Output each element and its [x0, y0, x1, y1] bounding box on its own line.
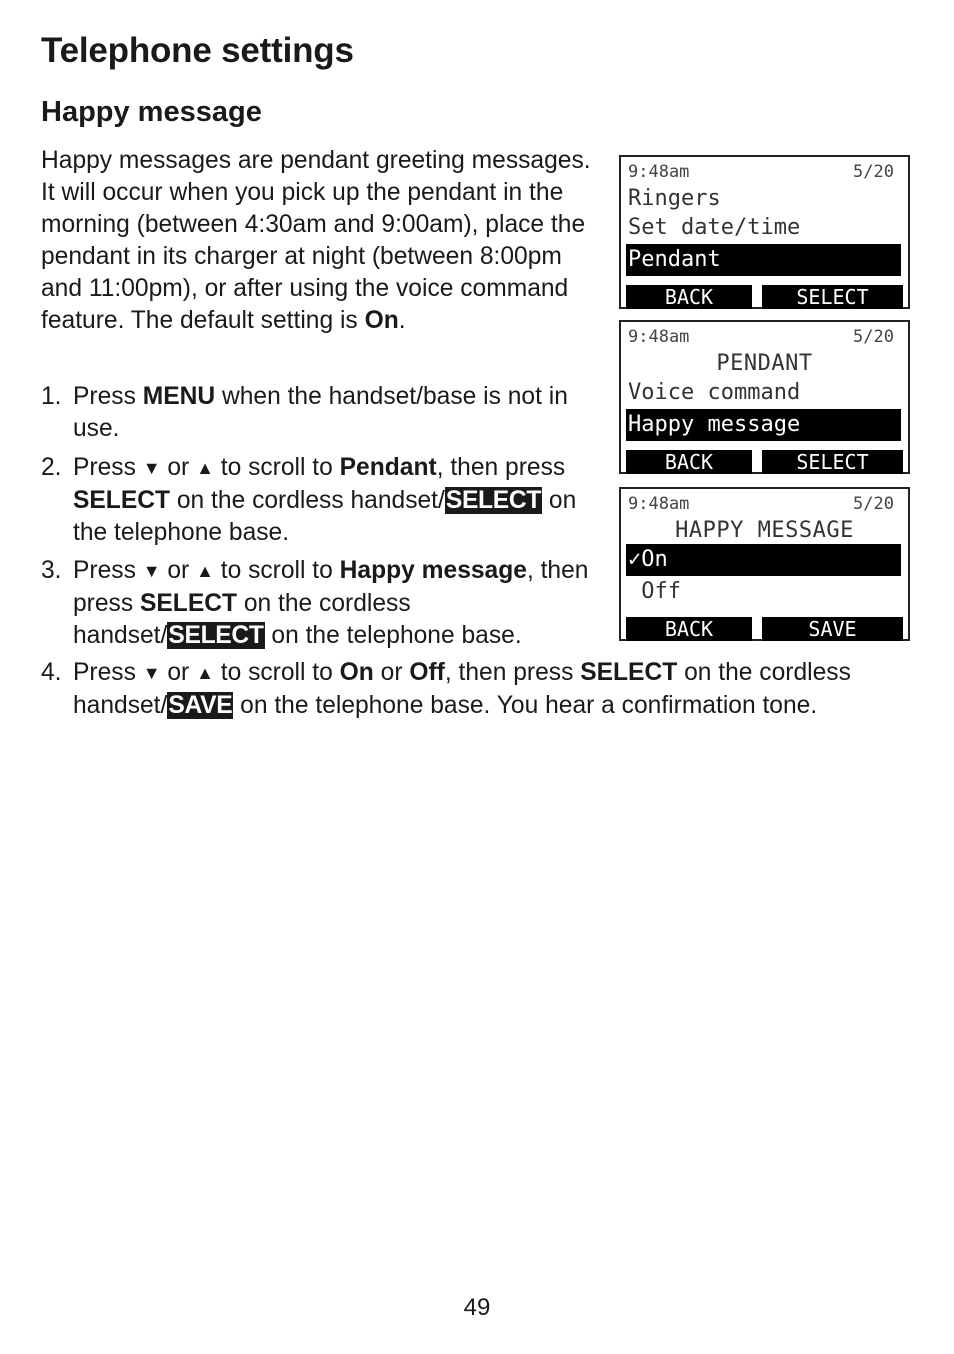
screen-date: 5/20 — [853, 327, 894, 347]
screen-back-softkey: BACK — [626, 617, 752, 641]
option-on: On — [339, 659, 374, 686]
step-text: Press — [73, 383, 143, 410]
screen-back-softkey: BACK — [626, 285, 752, 309]
step-body — [73, 657, 921, 722]
step-text: on the cordless handset/ — [170, 487, 445, 514]
intro-text: Happy messages are pendant greeting messages. It will occur when you pick up the pendant in the morning (between 4:30am and 9:00am), place the pendant in its charger at night (between 8:00pm and 11:00pm), or after using the voice command feature. The default setting is — [41, 147, 591, 334]
screen-menu-title: HAPPY MESSAGE — [675, 518, 854, 543]
screen-option: Off — [628, 579, 681, 604]
lcd-screen-pendant-menu — [619, 155, 910, 309]
screen-date: 5/20 — [853, 494, 894, 514]
screen-menu-item-highlighted: Happy message — [626, 409, 901, 441]
step-text: to scroll to — [213, 659, 340, 686]
down-arrow-icon: ▼ — [142, 663, 161, 683]
screen-menu-item: Set date/time — [628, 215, 801, 240]
screen-time: 9:48am — [628, 494, 690, 514]
screen-menu-item-highlighted: Pendant — [626, 244, 901, 276]
step-3 — [41, 555, 601, 652]
section-title: Happy message — [41, 96, 262, 128]
step-text: on the telephone base. — [264, 622, 522, 649]
step-text: Press — [73, 557, 143, 584]
step-text: when the handset/base is not in use. — [73, 383, 568, 442]
screen-date: 5/20 — [853, 162, 894, 182]
menu-key: MENU — [142, 383, 216, 410]
screen-save-softkey: SAVE — [762, 617, 903, 641]
step-text: Press — [73, 454, 143, 481]
lcd-screen-happy-message-menu — [619, 320, 910, 474]
step-text: Press — [73, 659, 143, 686]
screen-status-bar — [628, 494, 894, 514]
screen-status-bar — [628, 162, 894, 182]
screen-select-softkey: SELECT — [762, 450, 903, 474]
step-text: , then press — [444, 659, 581, 686]
step-text: on the cordless handset/ — [73, 590, 411, 649]
step-text: on the telephone base. You hear a confirmation tone. — [233, 692, 818, 719]
step-text: , then press — [73, 557, 589, 617]
step-number: 3. — [41, 557, 62, 584]
down-arrow-icon: ▼ — [142, 458, 161, 478]
up-arrow-icon: ▲ — [196, 663, 214, 683]
base-save-key: SAVE — [168, 692, 233, 719]
step-text: on the cordless handset/ — [73, 659, 851, 719]
up-arrow-icon: ▲ — [196, 458, 214, 478]
page-title: Telephone settings — [41, 31, 354, 70]
intro-end: . — [398, 307, 406, 334]
select-key: SELECT — [139, 590, 238, 617]
down-arrow-icon: ▼ — [142, 561, 161, 581]
step-number: 2. — [41, 454, 62, 481]
step-text: or — [160, 454, 197, 481]
screen-menu-item: Voice command — [628, 380, 801, 405]
select-key: SELECT — [73, 487, 171, 514]
screen-menu-item: Ringers — [628, 186, 721, 211]
step-body — [73, 381, 601, 445]
step-text: , then press — [436, 454, 566, 481]
step-text: or — [160, 659, 197, 686]
screen-menu-title: PENDANT — [716, 351, 813, 376]
step-1 — [41, 381, 601, 445]
step-number: 4. — [41, 659, 62, 686]
screen-option-highlighted: ✓On — [626, 544, 901, 576]
step-text: or — [373, 659, 410, 686]
screen-time: 9:48am — [628, 162, 690, 182]
step-4 — [41, 657, 921, 722]
menu-target: Happy message — [339, 557, 527, 584]
menu-target: Pendant — [339, 454, 437, 481]
step-text: to scroll to — [213, 557, 340, 584]
intro-paragraph — [41, 145, 606, 337]
screen-select-softkey: SELECT — [762, 285, 903, 309]
step-text: to scroll to — [213, 454, 340, 481]
step-number: 1. — [41, 383, 62, 410]
lcd-screen-happy-message-setting — [619, 487, 910, 641]
step-body — [73, 555, 601, 652]
screen-back-softkey: BACK — [626, 450, 752, 474]
screen-time: 9:48am — [628, 327, 690, 347]
page-number: 49 — [463, 1294, 491, 1321]
step-text: or — [160, 557, 197, 584]
screen-status-bar — [628, 327, 894, 347]
base-select-key: SELECT — [168, 622, 264, 649]
up-arrow-icon: ▲ — [196, 561, 214, 581]
base-select-key: SELECT — [445, 487, 542, 514]
step-text: on the telephone base. — [73, 487, 577, 546]
step-body — [73, 452, 601, 549]
step-2 — [41, 452, 601, 549]
default-value: On — [364, 307, 399, 334]
option-off: Off — [409, 659, 445, 686]
select-key: SELECT — [580, 659, 678, 686]
